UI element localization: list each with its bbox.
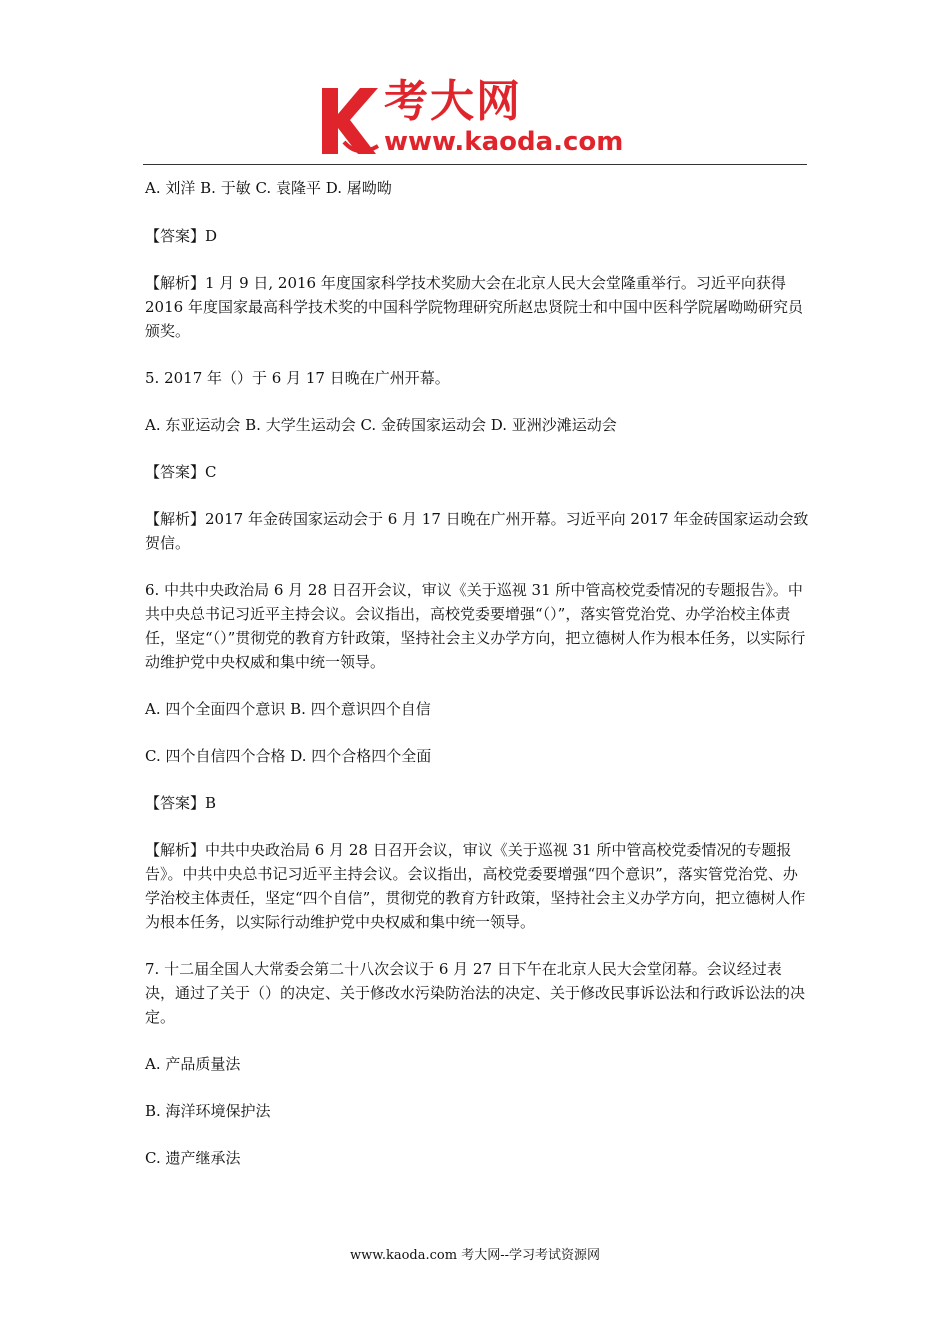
- kaoda-logo: [318, 76, 638, 160]
- question-6: 6. 中共中央政治局 6 月 28 日召开会议，审议《关于巡视 31 所中管高校党委情况的专题报告》。中共中央总书记习近平主持会议。会议指出，高校党委要增强“（）”，落实管党治党、办学治校主体责任，坚定“（）”贯彻党的教育方针政策，坚持社会主义办学方向，把立德树人作为根本任务，以实际行动维护党中央权威和集中统一领导。: [145, 581, 806, 671]
- question-5: 5. 2017 年（）于 6 月 17 日晚在广州开幕。: [145, 369, 450, 387]
- options-q6-ab: A. 四个全面四个意识 B. 四个意识四个自信: [145, 700, 431, 718]
- document-body: [145, 176, 809, 1170]
- option-q7-b: B. 海洋环境保护法: [145, 1102, 271, 1120]
- analysis-q6: 【解析】中共中央政治局 6 月 28 日召开会议，审议《关于巡视 31 所中管高校党委情况的专题报告》。中共中央总书记习近平主持会议。会议指出，高校党委要增强“四个意识”，落实管党治党、办学治校主体责任，坚定“四个自信”，贯彻党的教育方针政策，坚持社会主义办学方向，把立德树人作为根本任务，以实际行动维护党中央权威和集中统一领导。: [145, 841, 806, 931]
- analysis-q4: 【解析】1 月 9 日, 2016 年度国家科学技术奖励大会在北京人民大会堂隆重举行。习近平向获得 2016 年度国家最高科学技术奖的中国科学院物理研究所赵忠贤院士和中国中医科学院屠呦呦研究员颁奖。: [145, 274, 803, 340]
- k-logo-icon: [318, 84, 380, 158]
- answer-q6: 【答案】B: [145, 794, 217, 812]
- logo-url: www.kaoda.com: [384, 127, 624, 157]
- header-divider: [143, 164, 807, 165]
- option-q7-a: A. 产品质量法: [145, 1055, 241, 1073]
- analysis-q5: 【解析】2017 年金砖国家运动会于 6 月 17 日晚在广州开幕。习近平向 2017 年金砖国家运动会致贺信。: [145, 510, 809, 552]
- options-q4: A. 刘洋 B. 于敏 C. 袁隆平 D. 屠呦呦: [145, 179, 392, 197]
- logo-chinese-title: 考大网: [384, 76, 522, 127]
- answer-q5: 【答案】C: [145, 463, 217, 481]
- options-q5: A. 东亚运动会 B. 大学生运动会 C. 金砖国家运动会 D. 亚洲沙滩运动会: [145, 416, 617, 434]
- option-q7-c: C. 遗产继承法: [145, 1149, 241, 1167]
- options-q6-cd: C. 四个自信四个合格 D. 四个合格四个全面: [145, 747, 432, 765]
- page-footer: www.kaoda.com 考大网--学习考试资源网: [350, 1248, 600, 1263]
- answer-q4: 【答案】D: [145, 227, 218, 245]
- question-7: 7. 十二届全国人大常委会第二十八次会议于 6 月 27 日下午在北京人民大会堂闭幕。会议经过表决，通过了关于（）的决定、关于修改水污染防治法的决定、关于修改民事诉讼法和行政诉讼法的决定。: [145, 960, 806, 1026]
